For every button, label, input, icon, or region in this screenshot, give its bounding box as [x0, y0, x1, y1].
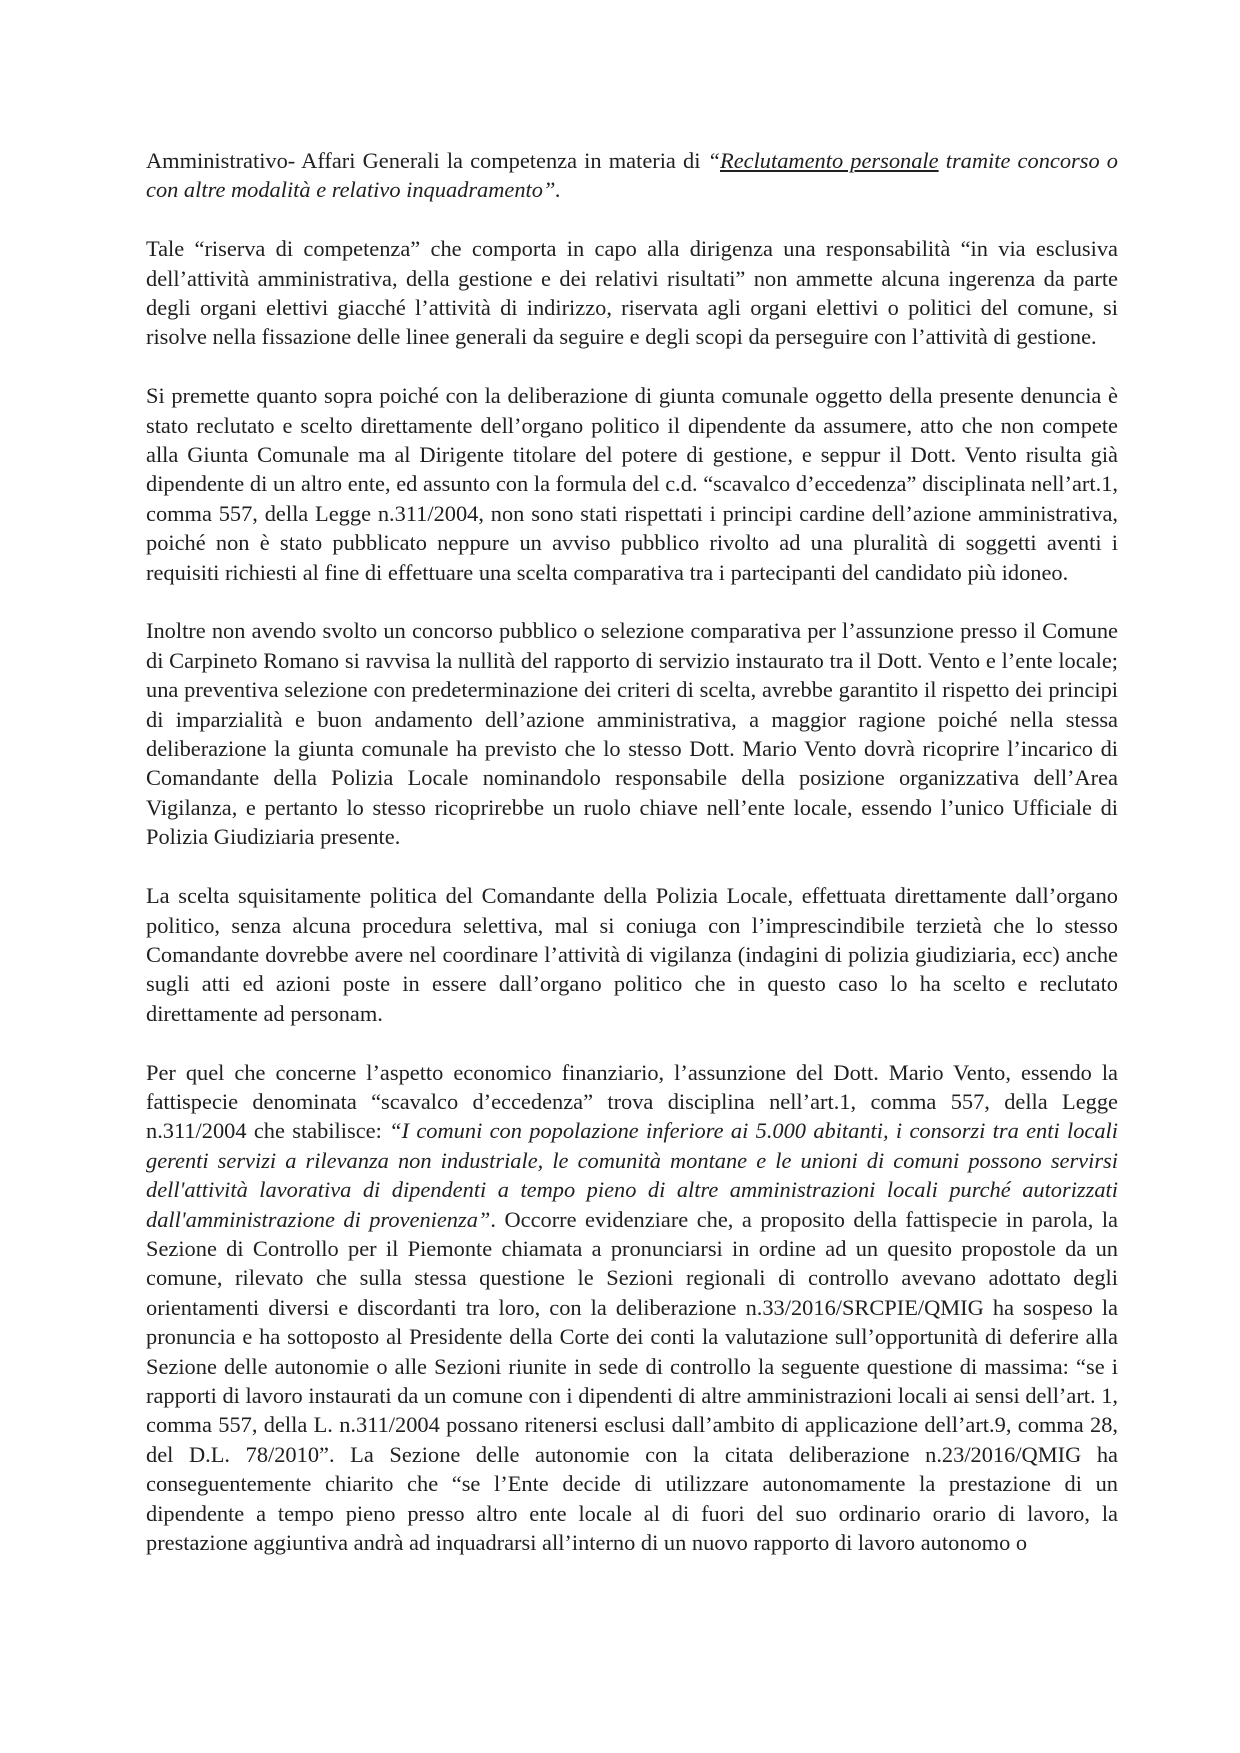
paragraph-6-text-b: . Occorre evidenziare che, a proposito della fattispecie in parola, la Sezione di Controllo per il Piemonte chiamata a pronunciarsi in ordine ad un quesito propostole da un comune, rilevato che sulla stessa questione le Sezioni regionali di controllo avevano adottato degli orientamenti diversi e discordanti tra loro, con la deliberazione n.33/2016/SRCPIE/QMIG ha sospeso la pronuncia e ha sottoposto al Presidente della Corte dei conti la valutazione sull’opportunità di deferire alla Sezione delle autonomie o alle Sezioni riunite in sede di controllo la seguente questione di massima: “se i rapporti di lavoro instaurati da un comune con i dipendenti di altre amministrazioni locali ai sensi dell’art. 1, comma 557, della L. n.311/2004 possano ritenersi esclusi dall’ambito di applicazione dell’art.9, comma 28, del D.L. 78/2010”. La Sezione delle autonomie con la citata deliberazione n.23/2016/QMIG ha conseguentemente chiarito che “se l’Ente decide di utilizzare autonomamente la prestazione di un dipendente a tempo pieno presso altro ente locale al di fuori del suo ordinario orario di lavoro, la prestazione aggiuntiva andrà ad inquadrarsi all’interno di un nuovo rapporto di lavoro autonomo o — [146, 1206, 1118, 1556]
paragraph-2: Tale “riserva di competenza” che comporta in capo alla dirigenza una responsabilità “in via esclusiva dell’attività amministrativa, della gestione e dei relativi risultati” non ammette alcuna ingerenza da parte degli organi elettivi giacché l’attività di indirizzo, riservata agli organi elettivi o politici del comune, si risolve nella fissazione delle linee generali da seguire e degli scopi da perseguire con l’attività di gestione. — [146, 236, 1118, 350]
paragraph-3: Si premette quanto sopra poiché con la deliberazione di giunta comunale oggetto della presente denuncia è stato reclutato e scelto direttamente dell’organo politico il dipendente da assumere, atto che non compete alla Giunta Comunale ma al Dirigente titolare del potere di gestione, e seppur il Dott. Vento risulta già dipendente di un altro ente, ed assunto con la formula del c.d. “scavalco d’eccedenza” disciplinata nell’art.1, comma 557, della Legge n.311/2004, non sono stati rispettati i principi cardine dell’azione amministrativa, poiché non è stato pubblicato neppure un avviso pubblico rivolto ad una pluralità di soggetti aventi i requisiti richiesti al fine di effettuare una scelta comparativa tra i partecipanti del candidato più idoneo. — [146, 383, 1118, 585]
quote-close: ”. — [542, 177, 562, 203]
paragraph-6 — [146, 1058, 1118, 1558]
italic-term: tramite concorso o con altre modalità e relativo inquadramento — [146, 148, 1118, 203]
paragraph-1 — [146, 146, 1118, 205]
document-page — [146, 146, 1118, 1587]
paragraph-6-text-a: Per quel che concerne l’aspetto economico finanziario, l’assunzione del Dott. Mario Vento, essendo la fattispecie denominata “scavalco d’eccedenza” trova disciplina nell’art.1, comma 557, della Legge n.311/2004 che stabilisce: — [146, 1059, 1118, 1144]
quote-open: “ — [707, 148, 721, 173]
paragraph-4: Inoltre non avendo svolto un concorso pubblico o selezione comparativa per l’assunzione presso il Comune di Carpineto Romano si ravvisa la nullità del rapporto di servizio instaurato tra il Dott. Vento e l’ente locale; una preventiva selezione con predeterminazione dei criteri di scelta, avrebbe garantito il rispetto dei principi di imparzialità e buon andamento dell’azione amministrativa, a maggior ragione poiché nella stessa deliberazione la giunta comunale ha previsto che lo stesso Dott. Mario Vento dovrà ricoprire l’incarico di Comandante della Polizia Locale nominandolo responsabile della posizione organizzativa dell’Area Vigilanza, e pertanto lo stesso ricoprirebbe un ruolo chiave nell’ente locale, essendo l’unico Ufficiale di Polizia Giudiziaria presente. — [146, 618, 1118, 850]
law-quote: “I comuni con popolazione inferiore ai 5.000 abitanti, i consorzi tra enti locali gerenti servizi a rilevanza non industriale, le comunità montane e le unioni di comuni possono servirsi dell'attività lavorativa di dipendenti a tempo pieno di altre amministrazioni locali purché autorizzati dall'amministrazione di provenienza” — [146, 1118, 1118, 1232]
paragraph-1-text: Amministrativo- Affari Generali la competenza in materia di — [146, 148, 708, 173]
paragraph-5: La scelta squisitamente politica del Comandante della Polizia Locale, effettuata direttamente dall’organo politico, senza alcuna procedura selettiva, mal si coniuga con l’imprescindibile terzietà che lo stesso Comandante dovrebbe avere nel coordinare l’attività di vigilanza (indagini di polizia giudiziaria, ecc) anche sugli atti ed azioni poste in essere dall’organo politico che in questo caso lo ha scelto e reclutato direttamente ad personam. — [146, 883, 1118, 1026]
underlined-term: Reclutamento personale — [720, 148, 939, 173]
